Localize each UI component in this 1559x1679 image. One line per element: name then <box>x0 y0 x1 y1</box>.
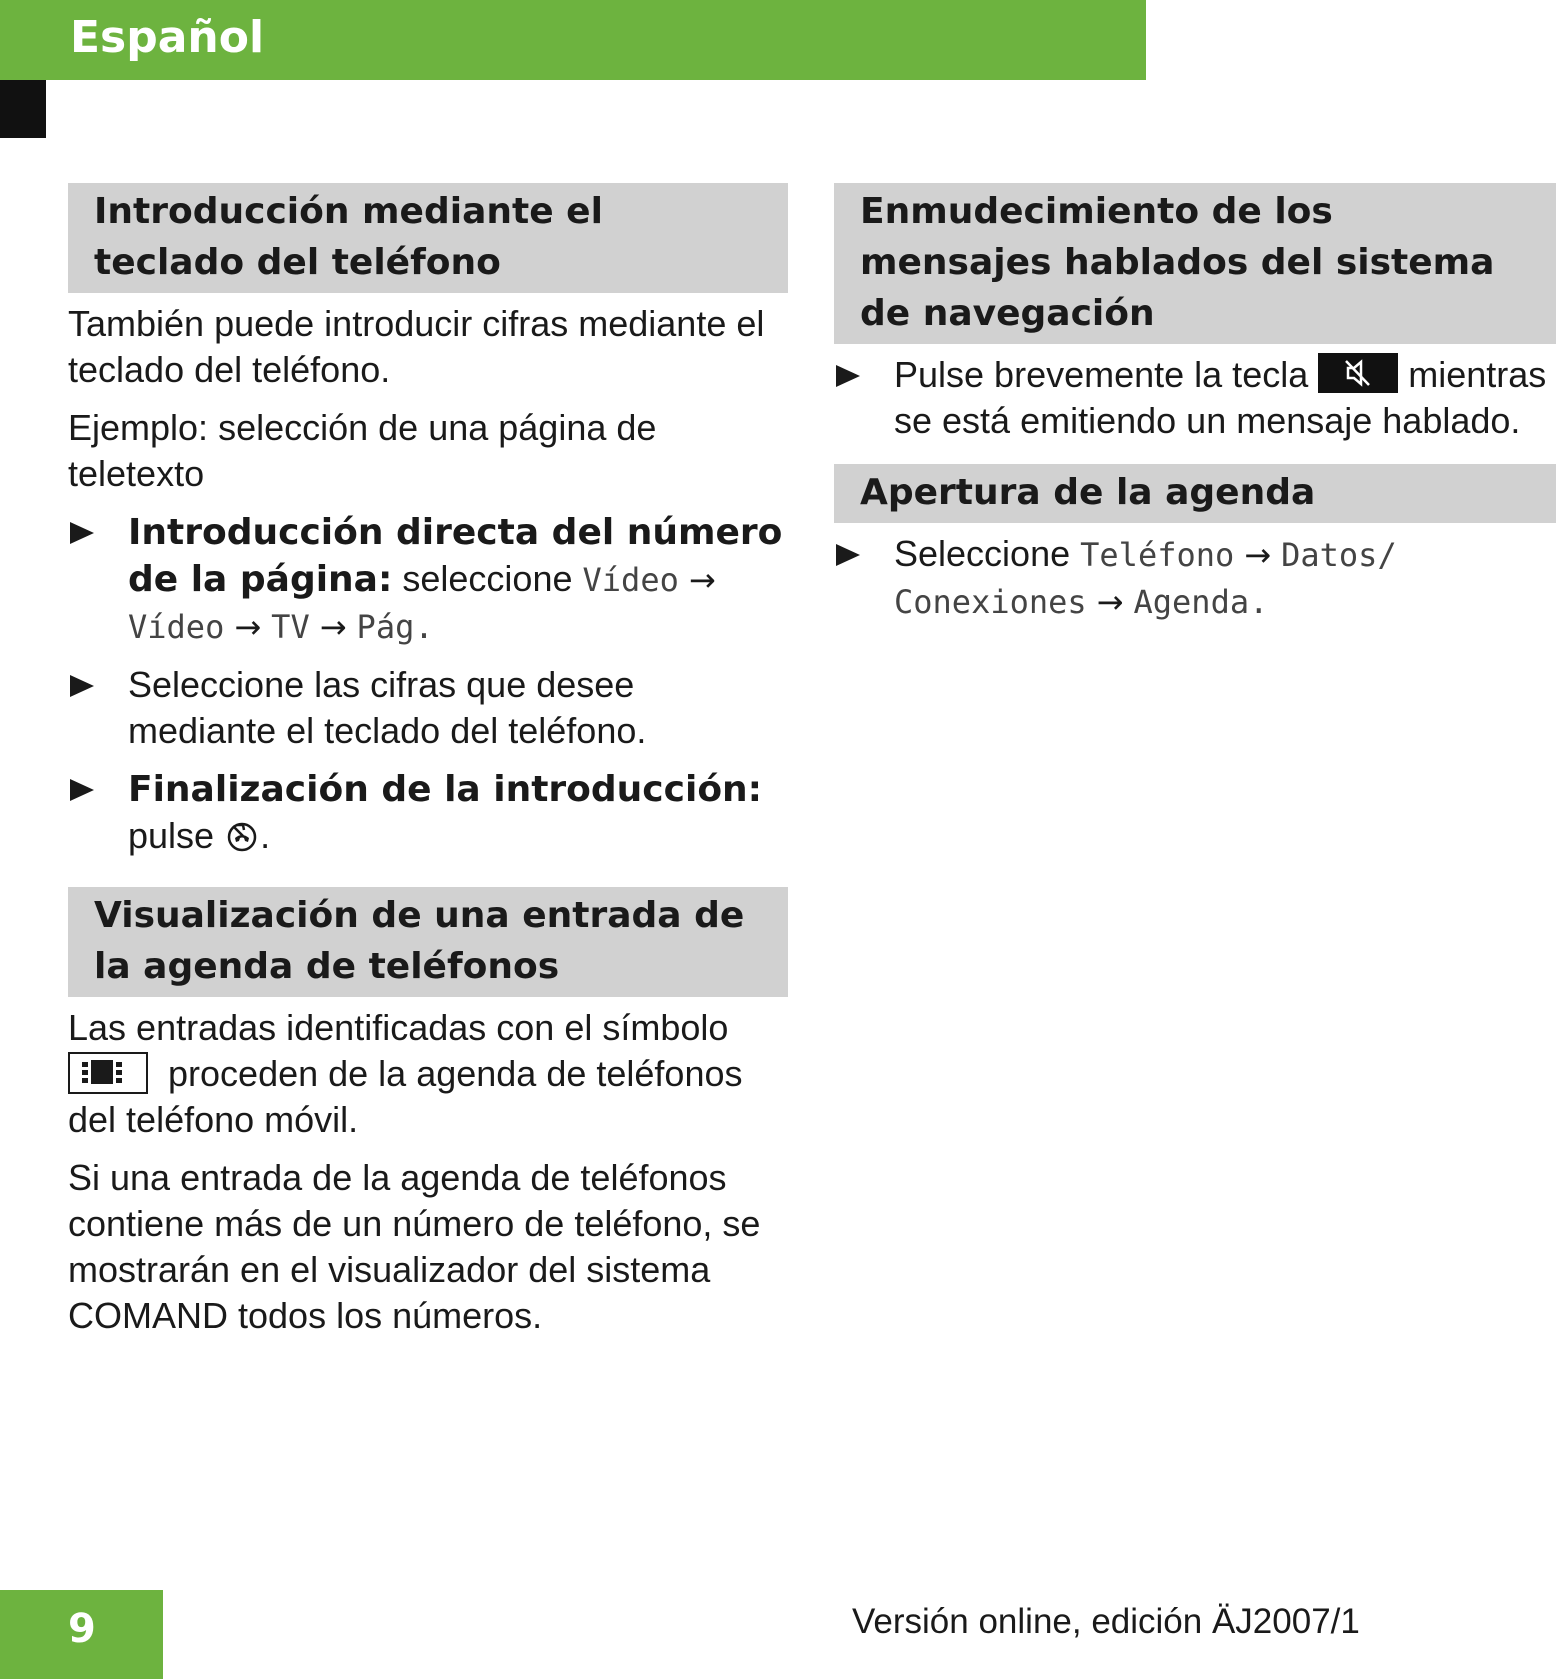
language-title: Español <box>70 12 265 63</box>
instruction-text: Pulse brevemente la tecla <box>894 354 1309 395</box>
section-heading-phonebook-entry: Visualización de una entrada de la agenda de teléfonos <box>68 887 788 997</box>
paragraph-text: proceden de la agenda de teléfonos del teléfono móvil. <box>68 1053 743 1140</box>
paragraph-keypad-intro: También puede introducir cifras mediante el teclado del teléfono. <box>68 303 765 390</box>
instruction-text: seleccione <box>402 558 573 599</box>
menu-path-agenda: Agenda. <box>1133 583 1269 621</box>
instruction-text: pulse <box>128 815 215 856</box>
instruction-bold-label: Introducción directa del número de la página: <box>128 512 783 600</box>
instruction-period: . <box>260 815 271 856</box>
instruction-direct-page <box>68 509 788 650</box>
right-column <box>834 183 1556 637</box>
arrow-icon: → <box>1244 536 1272 574</box>
paragraph-example: Ejemplo: selección de una página de teletexto <box>68 407 657 494</box>
page-number-box <box>0 1590 163 1679</box>
section-heading-keypad-input: Introducción mediante el teclado del teléfono <box>68 183 788 293</box>
instruction-finish-input <box>68 766 788 865</box>
arrow-icon: → <box>688 561 716 599</box>
triangle-bullet-icon <box>836 365 860 387</box>
triangle-bullet-icon <box>70 522 94 544</box>
instruction-bold-label: Finalización de la introducción: <box>128 769 763 810</box>
instruction-text: Seleccione <box>894 533 1071 574</box>
paragraph-phonebook-symbol <box>68 1005 788 1143</box>
mute-key-icon <box>1318 353 1398 393</box>
section-heading-mute-navigation: Enmudecimiento de los mensajes hablados del sistema de navegación <box>834 183 1556 344</box>
section-marker <box>0 80 46 138</box>
menu-path-tv: TV <box>271 608 310 646</box>
paragraph-multiple-numbers: Si una entrada de la agenda de teléfonos contiene más de un número de teléfono, se mostrarán en el visualizador del sistema COMAND todos los números. <box>68 1157 761 1336</box>
end-call-icon <box>224 818 260 865</box>
instruction-list-keypad <box>68 509 788 865</box>
instruction-select-agenda <box>834 531 1556 625</box>
menu-path-datos-conexiones: Datos/ Conexiones <box>894 536 1397 621</box>
page-number: 9 <box>68 1606 96 1652</box>
menu-path-page: Pág. <box>356 608 434 646</box>
instruction-list-agenda <box>834 531 1556 625</box>
menu-path-telefono: Teléfono <box>1080 536 1235 574</box>
language-header-bar <box>0 0 1146 80</box>
section-heading-open-agenda: Apertura de la agenda <box>834 464 1556 523</box>
triangle-bullet-icon <box>836 544 860 566</box>
instruction-text: Seleccione las cifras que desee mediante el teclado del teléfono. <box>128 664 647 751</box>
instruction-list-mute <box>834 352 1556 444</box>
instruction-text: mientras se está emitiendo un mensaje hablado. <box>894 354 1547 441</box>
phone-book-icon <box>68 1052 148 1094</box>
arrow-icon: → <box>1096 583 1124 621</box>
left-column <box>68 183 788 1351</box>
triangle-bullet-icon <box>70 675 94 697</box>
menu-path-video: Vídeo <box>582 561 679 599</box>
arrow-icon: → <box>319 608 347 646</box>
triangle-bullet-icon <box>70 779 94 801</box>
menu-path-video-2: Vídeo <box>128 608 225 646</box>
instruction-select-digits <box>68 662 788 754</box>
arrow-icon: → <box>234 608 262 646</box>
instruction-press-mute <box>834 352 1556 444</box>
paragraph-text: Las entradas identificadas con el símbolo <box>68 1007 729 1048</box>
version-footer: Versión online, edición ÄJ2007/1 <box>852 1602 1360 1641</box>
